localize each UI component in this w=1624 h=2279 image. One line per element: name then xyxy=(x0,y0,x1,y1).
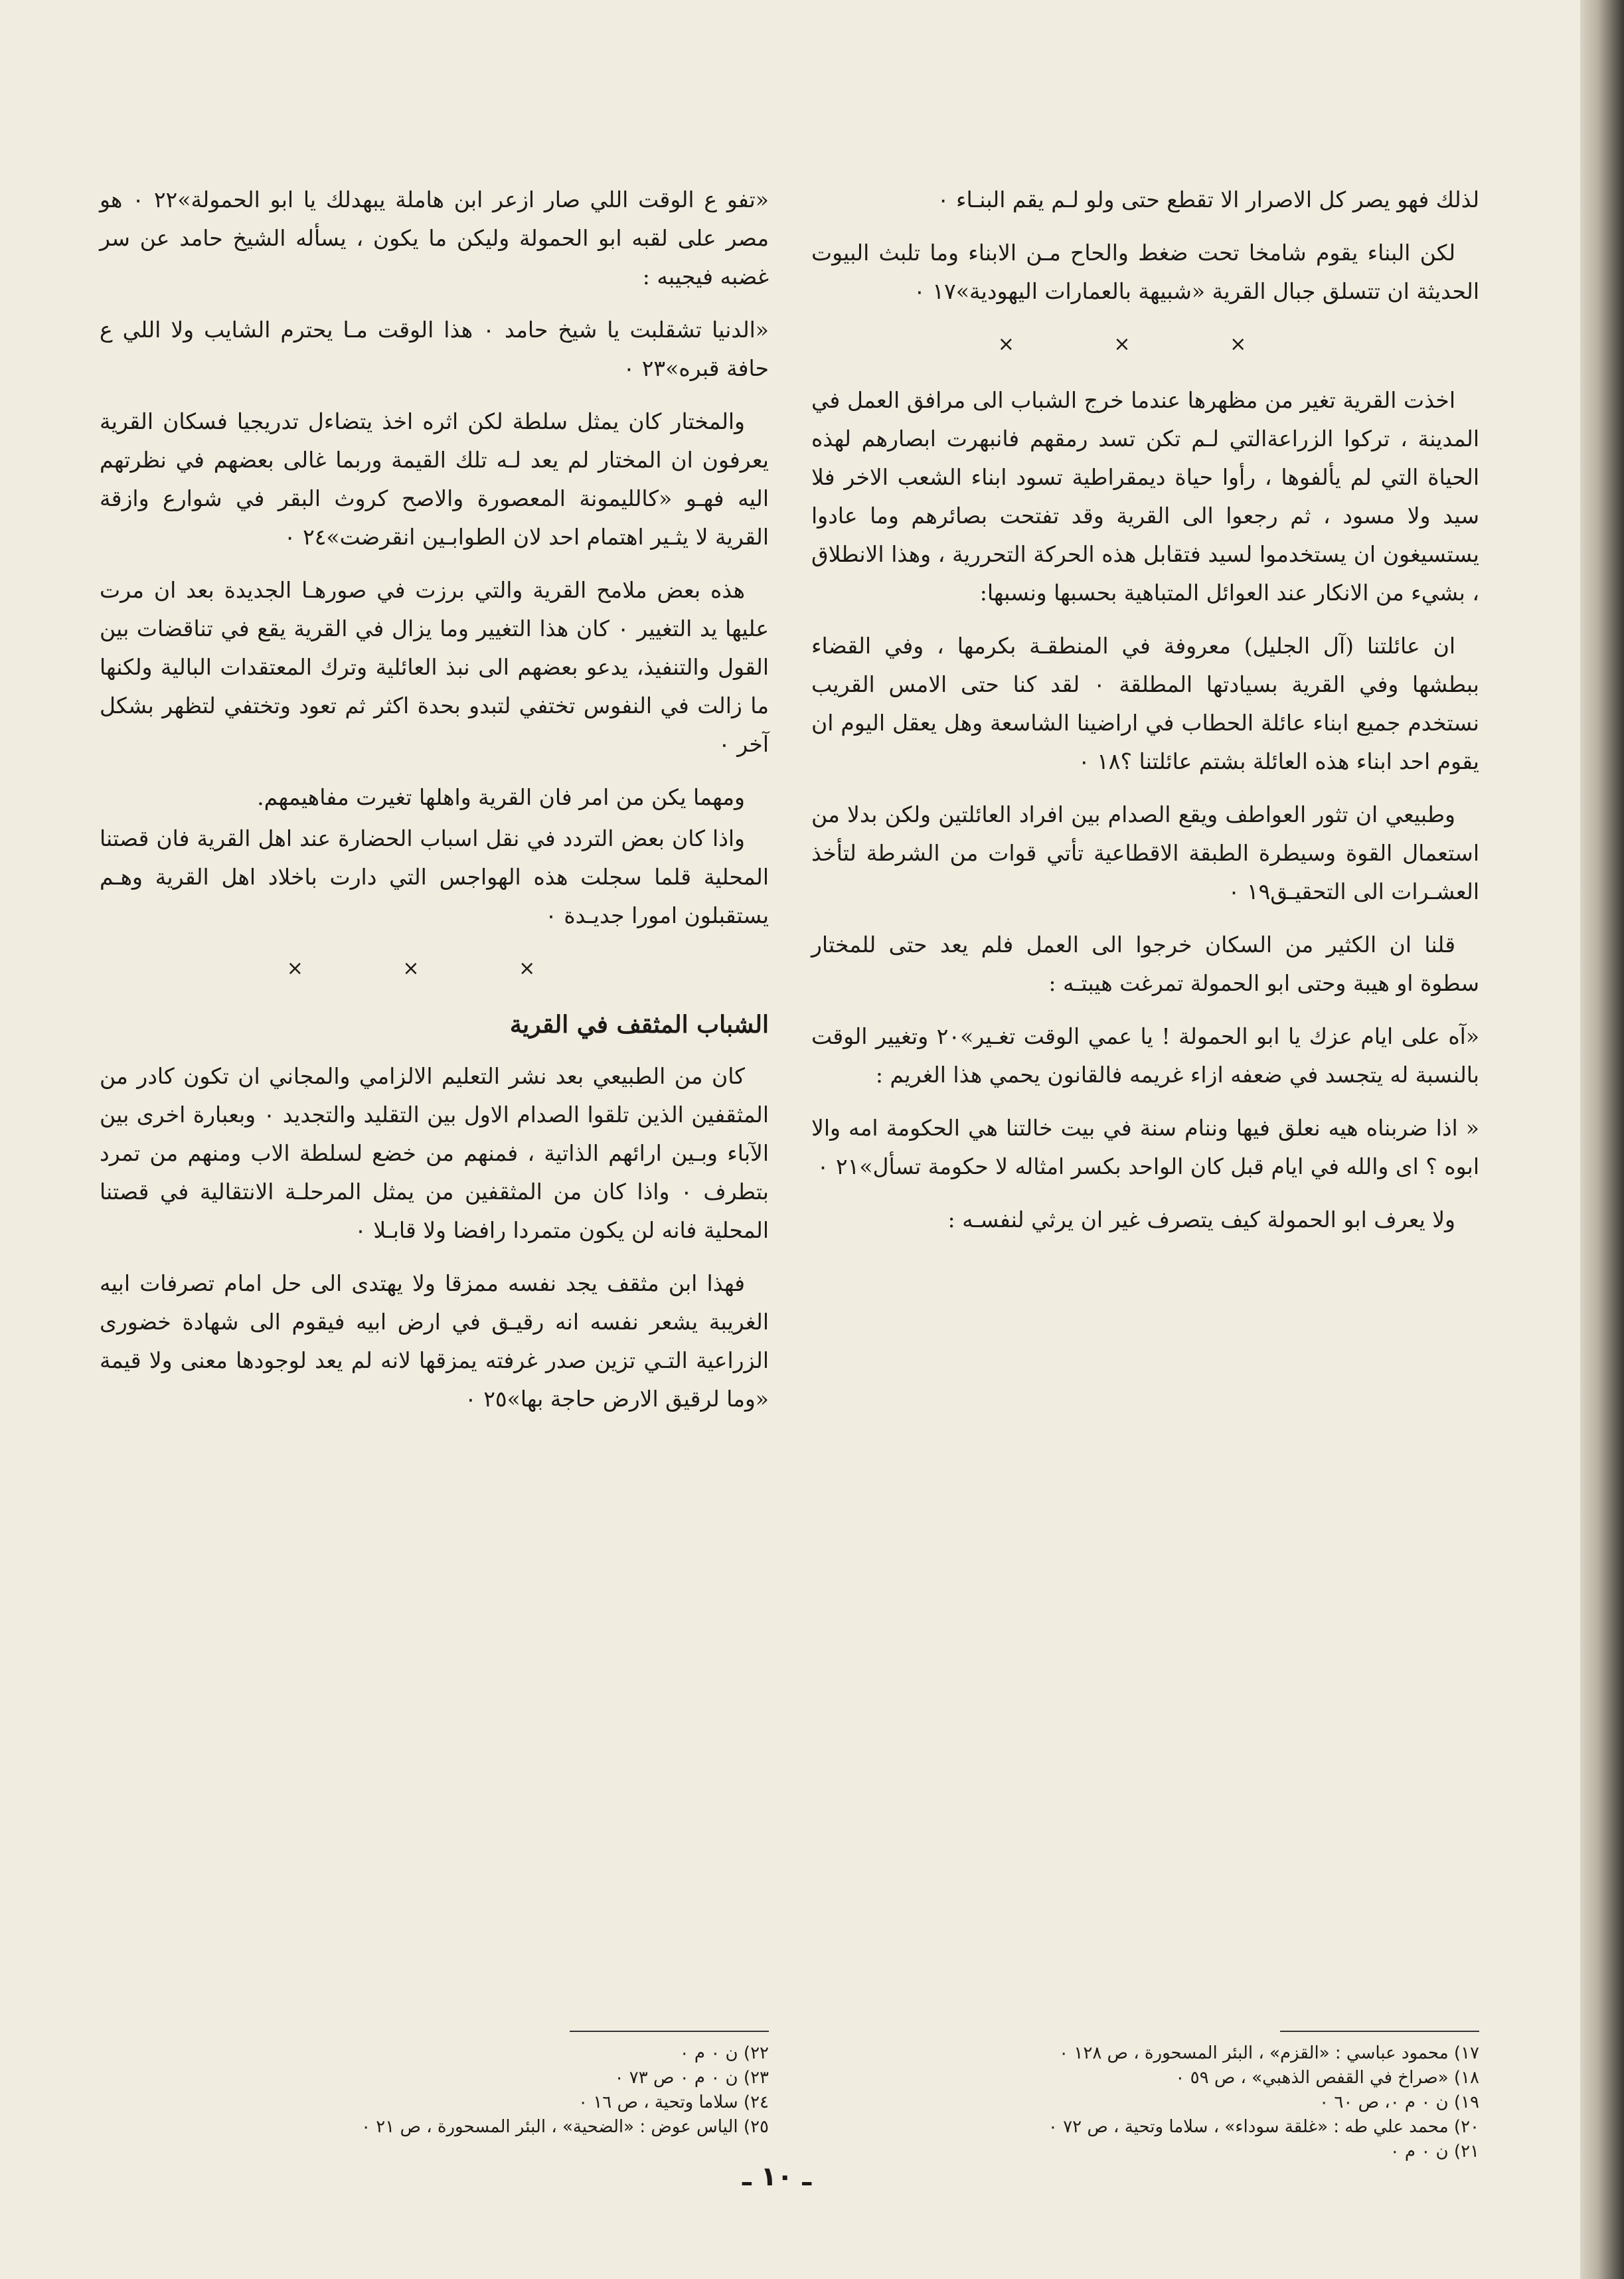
footnotes-left xyxy=(100,2041,769,2140)
footnote: ٢٢) ن ٠ م ٠ xyxy=(679,2043,769,2063)
paragraph: وطبيعي ان تثور العواطف ويقع الصدام بين افراد العائلتين ولكن بدلا من استعمال القوة وسيطرة الطبقة الاقطاعية تأتي قوات من الشرطة لتأخذ العشـرات الى التحقيـق١٩ ٠ xyxy=(811,802,1479,904)
paragraph: والمختار كان يمثل سلطة لكن اثره اخذ يتضاءل تدريجيا فسكان القرية يعرفون ان المختار لم يعد لـه تلك القيمة وربما غالى بعضهم في نظرتهم اليه فهـو «كالليمونة المعصورة والاصح كروث البقر في شوارع وازقة القرية لا يثـير اهتمام احد لان الطوابـين انقرضت»٢٤ ٠ xyxy=(100,408,769,550)
quote-paragraph: «تفو ع الوقت اللي صار ازعر ابن هاملة يبهدلك يا ابو الحمولة»٢٢ ٠ هو مصر على لقبه ابو الحمولة وليكن ما يكون ، يسأله الشيخ حامد عن سر غضبه فيجيبه : xyxy=(100,187,769,290)
paragraph: قلنا ان الكثير من السكان خرجوا الى العمل فلم يعد حتى للمختار سطوة او هيبة وحتى ابو الحمولة تمرغت هيبتـه : xyxy=(811,932,1479,996)
quote-paragraph: ان عائلتنا (آل الجليل) معروفة في المنطقـة بكرمها ، وفي القضاء ببطشها وفي القرية بسيادتها المطلقة ٠ لقد كنا حتى الامس القريب نستخدم جميع ابناء عائلة الحطاب في اراضينا الشاسعة وهل يعقل اليوم ان يقوم احد ابناء هذه العائلة بشتم عائلتنا ؟١٨ ٠ xyxy=(811,633,1479,774)
footnote: ٢٤) سلاما وتحية ، ص ١٦ ٠ xyxy=(578,2092,769,2112)
paragraph: هذه بعض ملامح القرية والتي برزت في صورهـا الجديدة بعد ان مرت عليها يد التغيير ٠ كان هذا التغيير وما يزال في القرية يقع في تناقضات بين القول والتنفيذ، يدعو بعضهم الى نبذ العائلية وترك المعتقدات البالية ولكنها ما زالت في النفوس تختفي لتبدو بحدة اكثر ثم تعود وتختفي لتظهر بشكل آخر ٠ xyxy=(100,577,770,757)
paragraph: ومهما يكن من امر فان القرية واهلها تغيرت مفاهيمهم. xyxy=(257,784,745,810)
footnote: ٢١) ن ٠ م ٠ xyxy=(1390,2142,1479,2161)
paragraph: واذا كان بعض التردد في نقل اسباب الحضارة عند اهل القرية فان قصتنا المحلية قلما سجلت هذه الهواجس التي دارت باخلاد اهل القرية وهـم يستقبلون امورا جديـدة ٠ xyxy=(100,825,769,928)
quote-paragraph: «الدنيا تشقلبت يا شيخ حامد ٠ هذا الوقت مـا يحترم الشايب ولا اللي ع حافة قبره»٢٣ ٠ xyxy=(100,317,769,381)
footnote-rule-left xyxy=(570,2031,769,2032)
paragraph: اخذت القرية تغير من مظهرها عندما خرج الشباب الى مرافق العمل في المدينة ، تركوا الزراعةالتي لـم تكن تسد رمقهم فانبهرت ابصارهم لهذه الحياة التي لم يألفوها ، رأوا حياة ديمقراطية تسود ابناء الشعب الاخر فلا سيد ولا مسود ، ثم رجعوا الى القرية وقد تفتحت بصائرهم وما عادوا يستسيغون ان يستخدموا لسيد فتقابل هذه الحركة التحررية ، وهذا الانطلاق ، بشيء من الانكار عند العوائل المتباهية بحسبها ونسبها: xyxy=(811,387,1479,606)
paragraph: فهذا ابن مثقف يجد نفسه ممزقا ولا يهتدى الى حل امام تصرفات ابيه الغريبة يشعر نفسه انه رقيـق في ارض ابيه فيقوم الى شهادة خضورى الزراعية التـي تزين صدر غرفته يمزقها لانه لم يعد لوجودها معنى ولا قيمة «وما لرقيق الارض حاجة بها»٢٥ ٠ xyxy=(100,1270,769,1412)
footnote-rule-right xyxy=(1280,2031,1479,2032)
section-separator: × × × xyxy=(286,957,582,980)
section-separator: × × × xyxy=(997,333,1293,356)
paragraph: ولا يعرف ابو الحمولة كيف يتصرف غير ان يرثي لنفسـه : xyxy=(947,1207,1455,1232)
quote-paragraph: « اذا ضربناه هيه نعلق فيها وننام سنة في بيت خالتنا هي الحكومة امه والا ابوه ؟ اى والله في ايام قبل كان الواحد بكسر امثاله لا حكومة تسأل»٢١ ٠ xyxy=(811,1115,1479,1179)
page-number: ـ ١٠ ـ xyxy=(742,2161,812,2192)
footnote: ١٨) «صراخ في القفص الذهبي» ، ص ٥٩ ٠ xyxy=(1175,2068,1479,2088)
footnote: ٢٥) الياس عوض : «الضحية» ، البئر المسحورة ، ص ٢١ ٠ xyxy=(361,2117,769,2137)
section-heading: الشباب المثقف في القرية xyxy=(509,1011,769,1039)
paragraph: لذلك فهو يصر كل الاصرار الا تقطع حتى ولو لـم يقم البنـاء ٠ xyxy=(937,187,1479,212)
left-column xyxy=(100,181,769,1433)
page-edge xyxy=(1580,0,1624,2279)
paragraph: كان من الطبيعي بعد نشر التعليم الالزامي والمجاني ان تكون كادر من المثقفين الذين تلقوا الصدام الاول بين التقليد والتجديد ٠ وبعبارة اخرى بين الآباء وبـين ارائهم الذاتية ، فمنهم من خضع لسلطة الاب ومنهم من تمرد بتطرف ٠ واذا كان من المثقفين من يمثل المرحلـة الانتقالية في قصتنا المحلية فانه لن يكون متمردا رافضا ولا قابـلا ٠ xyxy=(100,1063,770,1243)
quote-paragraph: «آه على ايام عزك يا ابو الحمولة ! يا عمي الوقت تغـير»٢٠ وتغيير الوقت بالنسبة له يتجسد في ضعفه ازاء غريمه فالقانون يحمي هذا الغريم : xyxy=(811,1023,1480,1088)
footnotes-right xyxy=(811,2041,1479,2164)
footnote: ١٩) ن ٠ م ٠، ص ٦٠ ٠ xyxy=(1319,2092,1479,2112)
right-column xyxy=(811,181,1479,1254)
footnote: ٢٣) ن ٠ م ٠ ص ٧٣ ٠ xyxy=(614,2068,769,2088)
footnote: ١٧) محمود عباسي : «القزم» ، البئر المسحورة ، ص ١٢٨ ٠ xyxy=(1059,2043,1479,2063)
footnote: ٢٠) محمد علي طه : «غلقة سوداء» ، سلاما وتحية ، ص ٧٢ ٠ xyxy=(1048,2117,1479,2137)
paragraph: لكن البناء يقوم شامخا تحت ضغط والحاح مـن الابناء وما تلبث البيوت الحديثة ان تتسلق جبال القرية «شبيهة بالعمارات اليهودية»١٧ ٠ xyxy=(811,240,1479,304)
